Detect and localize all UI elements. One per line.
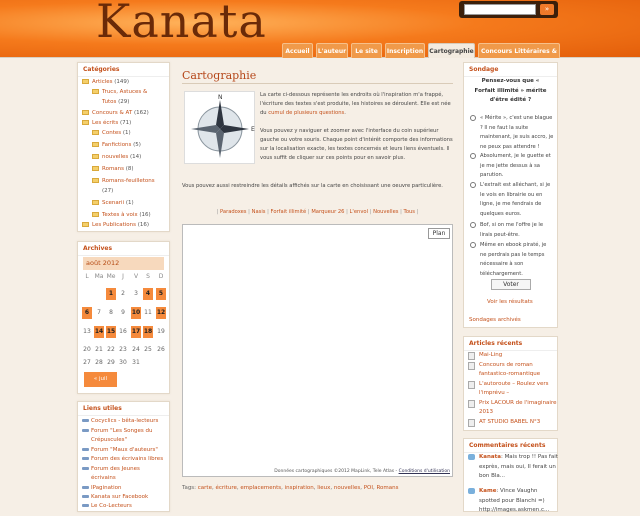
filter-forfait[interactable]: Forfait illimité bbox=[270, 209, 307, 215]
calendar-prev-button[interactable]: « juil bbox=[84, 372, 117, 387]
link-item[interactable]: IPagination bbox=[82, 485, 121, 491]
category-item[interactable]: Articles (149) bbox=[82, 79, 129, 85]
tab-le-site[interactable]: Le site bbox=[351, 43, 382, 58]
recent-articles-title: Articles récents bbox=[464, 337, 557, 351]
filter-bar: | Paradoxes | Nasis | Forfait illimité | Marqueur 26 | L'envol | Nouvelles | Tous | bbox=[216, 209, 419, 215]
folder-icon bbox=[92, 166, 99, 171]
filter-envol[interactable]: L'envol bbox=[349, 209, 369, 215]
tag-link[interactable]: écriture bbox=[215, 485, 237, 491]
calendar-day-header: Me bbox=[106, 273, 116, 280]
folder-icon bbox=[82, 79, 89, 84]
tag-link[interactable]: Romans bbox=[376, 485, 399, 491]
filter-tous[interactable]: Tous bbox=[403, 209, 415, 215]
category-item[interactable]: Tutos (29) bbox=[102, 99, 130, 105]
calendar-day: 22 bbox=[107, 346, 115, 353]
tag-link[interactable]: lieux bbox=[317, 485, 331, 491]
calendar-day[interactable]: 12 bbox=[156, 307, 166, 319]
tab-auteur[interactable]: L'auteur bbox=[316, 43, 348, 58]
category-item[interactable]: Romans-feuilletons bbox=[92, 178, 155, 184]
intro-paragraph: La carte ci-dessous représente les endroits où l'inspiration m'a frappé, l'écriture des textes s'est produite, les histoires se déroulent. Elle est née du cumul de plusieurs questions. bbox=[260, 92, 451, 116]
tag-link[interactable]: POI bbox=[363, 485, 373, 491]
calendar-day: 13 bbox=[83, 328, 91, 335]
document-icon bbox=[468, 362, 475, 370]
calendar-day: 30 bbox=[119, 359, 127, 366]
calendar-day[interactable]: 1 bbox=[106, 288, 116, 300]
filter-nouvelles[interactable]: Nouvelles bbox=[373, 209, 399, 215]
calendar-day: 21 bbox=[95, 346, 103, 353]
poll-radio[interactable] bbox=[470, 242, 476, 248]
calendar-day[interactable]: 10 bbox=[131, 307, 141, 319]
calendar-month: août 2012 bbox=[83, 257, 164, 270]
calendar-day: 20 bbox=[83, 346, 91, 353]
calendar-day: 16 bbox=[119, 328, 127, 335]
calendar-day[interactable]: 18 bbox=[143, 326, 153, 338]
tag-link[interactable]: inspiration bbox=[284, 485, 314, 491]
category-item[interactable]: Fanfictions (5) bbox=[92, 142, 141, 148]
folder-icon bbox=[82, 222, 89, 227]
calendar-day[interactable]: 17 bbox=[131, 326, 141, 338]
calendar-day: 9 bbox=[121, 309, 125, 316]
filter-nasis[interactable]: Nasis bbox=[251, 209, 266, 215]
link-icon bbox=[82, 504, 89, 507]
search-button[interactable]: » bbox=[540, 4, 554, 15]
title-divider bbox=[182, 83, 453, 84]
calendar-day: 7 bbox=[97, 309, 101, 316]
category-item[interactable]: Romans (8) bbox=[92, 166, 134, 172]
calendar-day: 19 bbox=[157, 328, 165, 335]
tag-link[interactable]: carte bbox=[197, 485, 212, 491]
poll-archives-link[interactable]: Sondages archivés bbox=[469, 317, 521, 323]
archives-title: Archives bbox=[78, 242, 169, 256]
calendar-day: 24 bbox=[132, 346, 140, 353]
compass-image bbox=[184, 91, 255, 164]
link-icon bbox=[82, 448, 89, 451]
link-icon bbox=[82, 467, 89, 470]
folder-icon bbox=[92, 200, 99, 205]
folder-icon bbox=[82, 120, 89, 125]
map-terms-link[interactable]: Conditions d'utilisation bbox=[398, 469, 450, 474]
document-icon bbox=[468, 381, 475, 389]
map-type-button[interactable]: Plan bbox=[428, 228, 450, 239]
link-item[interactable]: Le Co-Lecteurs bbox=[82, 503, 132, 509]
link-item[interactable]: Crépuscules" bbox=[91, 437, 128, 443]
site-header bbox=[0, 0, 640, 58]
calendar-day: 25 bbox=[144, 346, 152, 353]
tag-link[interactable]: emplacements bbox=[240, 485, 282, 491]
calendar-day: 29 bbox=[107, 359, 115, 366]
search-input[interactable] bbox=[464, 4, 536, 15]
compass-rose-icon bbox=[185, 92, 256, 165]
site-logo[interactable]: Kanata bbox=[96, 0, 267, 48]
poll-question: Pensez-vous que « Forfait illimité » mérite d'être édité ? bbox=[474, 78, 547, 103]
link-item[interactable]: Kanata sur Facebook bbox=[82, 494, 148, 500]
map-credit: Données cartographiques ©2012 MapLink, Tele Atlas - Conditions d'utilisation bbox=[274, 469, 450, 474]
tab-inscription[interactable]: Inscription bbox=[385, 43, 425, 58]
category-item[interactable]: Concours & AT (162) bbox=[82, 110, 149, 116]
poll-results-link[interactable]: Voir les résultats bbox=[487, 299, 533, 305]
map-canvas[interactable] bbox=[182, 224, 453, 477]
calendar-day: 2 bbox=[121, 290, 125, 297]
folder-icon bbox=[92, 154, 99, 159]
category-item[interactable]: Trucs, Astuces & bbox=[92, 89, 147, 95]
folder-icon bbox=[92, 130, 99, 135]
calendar-day: 11 bbox=[144, 309, 152, 316]
category-item: (27) bbox=[102, 188, 114, 194]
tab-concours[interactable]: Concours Littéraires & bbox=[478, 43, 560, 58]
link-item[interactable]: écrivains bbox=[91, 475, 116, 481]
category-item[interactable]: Textes à voix (16) bbox=[92, 212, 151, 218]
link-item[interactable]: Forum des Jeunes bbox=[82, 466, 140, 472]
calendar-day[interactable]: 15 bbox=[106, 326, 116, 338]
folder-icon bbox=[92, 178, 99, 183]
link-item[interactable]: Cocyclics - bêta-lecteurs bbox=[82, 418, 158, 424]
questions-link[interactable]: cumul de plusieurs questions bbox=[268, 110, 345, 116]
document-icon bbox=[468, 352, 475, 360]
link-icon bbox=[82, 457, 89, 460]
poll-radio[interactable] bbox=[470, 222, 476, 228]
category-item[interactable]: Les Publications (16) bbox=[82, 222, 149, 228]
document-icon bbox=[468, 419, 475, 427]
filter-paradoxes[interactable]: Paradoxes bbox=[220, 209, 247, 215]
calendar-day: 27 bbox=[83, 359, 91, 366]
link-icon bbox=[82, 486, 89, 489]
folder-icon bbox=[92, 89, 99, 94]
comment-icon bbox=[468, 454, 475, 460]
link-icon bbox=[82, 429, 89, 432]
tags-line: Tags: carte, écriture, emplacements, inspiration, lieux, nouvelles, POI, Romans bbox=[182, 485, 399, 491]
calendar-day: 28 bbox=[95, 359, 103, 366]
svg-text:E: E bbox=[251, 126, 255, 133]
calendar-day: 31 bbox=[132, 359, 140, 366]
poll-radio[interactable] bbox=[470, 182, 476, 188]
folder-icon bbox=[82, 110, 89, 115]
folder-icon bbox=[92, 212, 99, 217]
category-item[interactable]: Scenarii (1) bbox=[92, 200, 134, 206]
document-icon bbox=[468, 400, 475, 408]
tag-link[interactable]: nouvelles bbox=[333, 485, 361, 491]
category-item[interactable]: Les écrits (71) bbox=[82, 120, 131, 126]
tab-accueil[interactable]: Accueil bbox=[282, 43, 313, 58]
calendar bbox=[83, 257, 164, 270]
filter-paragraph: Vous pouvez aussi restreindre les détails affichés sur la carte en choisissant une oeuvre particulière. bbox=[182, 183, 443, 189]
link-icon bbox=[82, 419, 89, 422]
category-item[interactable]: Contes (1) bbox=[92, 130, 131, 136]
navigation-paragraph: Vous pouvez y naviguer et zoomer avec l'interface du coin supérieur gauche ou votre souris. Chaque point d'intérêt comporte des informations sur la localisation exacte, les textes concernés et leurs liens éventuels. Il vous suffit de cliquer sur ces points pour en savoir plus. bbox=[260, 128, 453, 161]
calendar-day-header: S bbox=[146, 273, 150, 280]
calendar-day: 26 bbox=[157, 346, 165, 353]
calendar-day: 23 bbox=[119, 346, 127, 353]
link-item[interactable]: Forum des écrivains libres bbox=[82, 456, 163, 462]
calendar-day-header: V bbox=[133, 273, 139, 280]
calendar-day[interactable]: 14 bbox=[94, 326, 104, 338]
recent-comments-title: Commentaires récents bbox=[464, 439, 557, 453]
links-title: Liens utiles bbox=[78, 402, 169, 416]
page-title: Cartographie bbox=[182, 69, 257, 82]
comment-icon bbox=[468, 488, 475, 494]
calendar-day-header: L bbox=[85, 273, 89, 280]
poll-radio[interactable] bbox=[470, 115, 476, 121]
calendar-day-header: J bbox=[122, 273, 124, 280]
calendar-day-header: D bbox=[158, 273, 164, 280]
link-icon bbox=[82, 495, 89, 498]
folder-icon bbox=[92, 142, 99, 147]
calendar-day[interactable]: 4 bbox=[143, 288, 153, 300]
svg-text:N: N bbox=[218, 94, 223, 101]
categories-title: Catégories bbox=[78, 63, 169, 77]
calendar-day: 3 bbox=[134, 290, 138, 297]
link-item[interactable]: Forum "Les Songes du bbox=[82, 428, 153, 434]
calendar-day[interactable]: 5 bbox=[156, 288, 166, 300]
tab-cartographie[interactable]: Cartographie bbox=[428, 43, 475, 58]
filter-marqueur[interactable]: Marqueur 26 bbox=[311, 209, 345, 215]
search-box bbox=[459, 1, 558, 18]
poll-radio[interactable] bbox=[470, 153, 476, 159]
calendar-day[interactable]: 6 bbox=[82, 307, 92, 319]
calendar-day: 8 bbox=[109, 309, 113, 316]
link-item[interactable]: Forum "Maux d'auteurs" bbox=[82, 447, 158, 453]
vote-button[interactable]: Voter bbox=[491, 279, 531, 290]
category-item[interactable]: nouvelles (14) bbox=[92, 154, 141, 160]
poll-title: Sondage bbox=[464, 63, 557, 77]
calendar-day-header: Ma bbox=[94, 273, 104, 280]
